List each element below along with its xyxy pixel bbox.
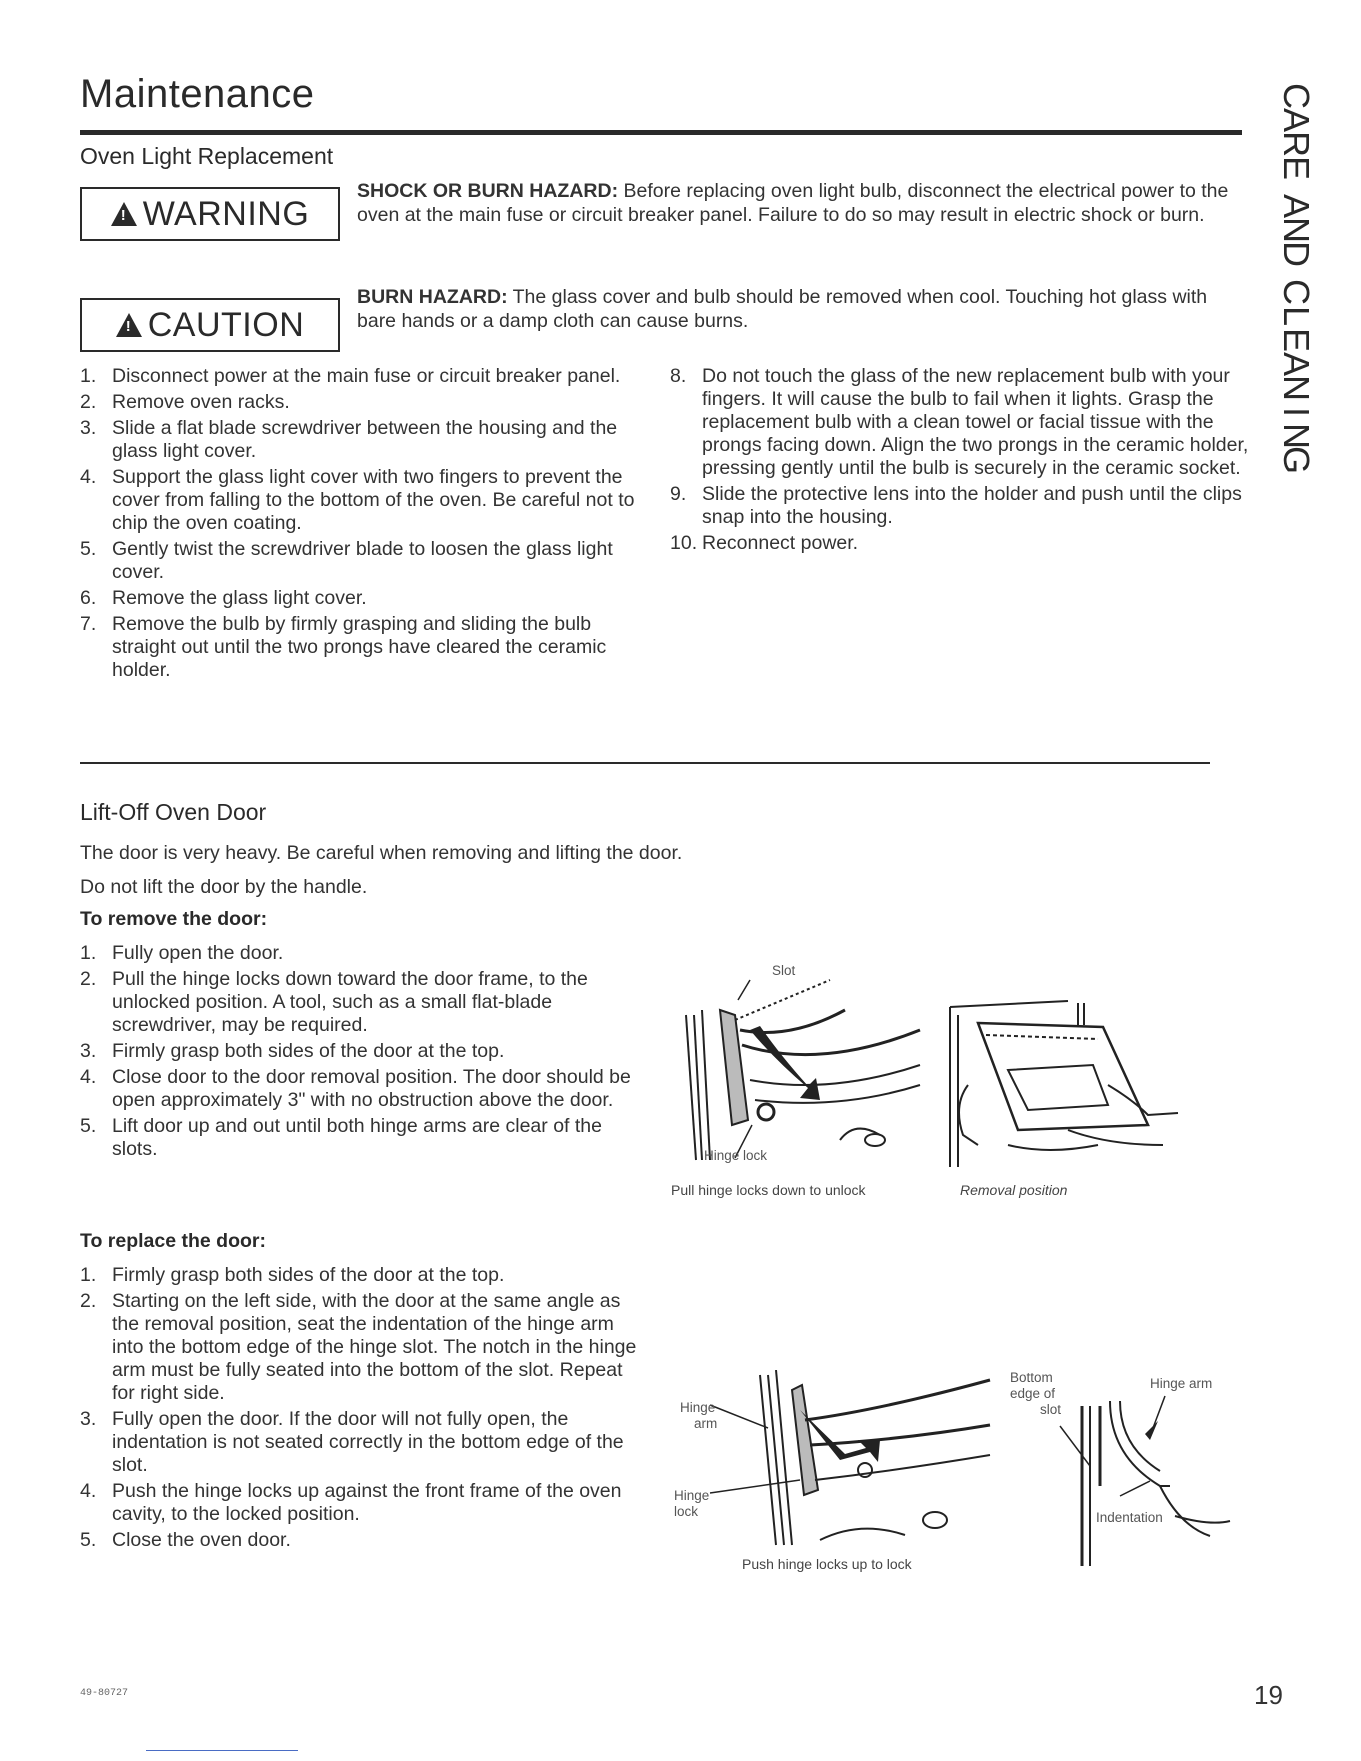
step-item	[80, 417, 650, 463]
step-number: 3.	[80, 1408, 97, 1430]
hinge-arm-label-2: Hinge arm	[1150, 1376, 1213, 1391]
caution-body: The glass cover and bulb should be removed when cool. Touching hot glass with bare hands or a damp cloth can cause burns.	[357, 286, 1208, 332]
side-tab-letter: E	[1275, 327, 1317, 353]
hinge-unlock-figure	[680, 960, 930, 1170]
side-tab-letter: C	[1276, 279, 1317, 305]
hinge-unlock-illustration	[680, 960, 930, 1170]
step-item	[80, 942, 650, 965]
unlock-caption: Pull hinge locks down to unlock	[671, 1182, 866, 1198]
removal-position-illustration	[948, 995, 1198, 1170]
step-text: Fully open the door.	[112, 942, 284, 964]
step-text: Starting on the left side, with the door at the same angle as the removal position, seat the indentation of the hinge arm into the bottom edge of the hinge slot. The notch in the hinge arm must be fully seated into the bottom of the slot. Repeat for right side.	[112, 1290, 637, 1404]
step-item	[80, 1040, 650, 1063]
step-text: Disconnect power at the main fuse or circuit breaker panel.	[112, 365, 621, 387]
section-side-tab	[1268, 83, 1324, 475]
step-item	[80, 1529, 650, 1552]
step-text: Do not touch the glass of the new replacement bulb with your fingers. It will cause the bulb to fail when it lights. Grasp the replacement bulb with a clean towel or facial tissue with the prongs facing down. Align the two prongs in the ceramic holder, pressing gently until the bulb is securely in the ceramic socket.	[702, 365, 1249, 479]
step-item	[80, 1290, 650, 1405]
caution-box	[80, 298, 340, 352]
bottom-link-line	[146, 1750, 298, 1751]
step-number: 3.	[80, 1040, 97, 1062]
step-number: 4.	[80, 1480, 97, 1502]
step-text: Lift door up and out until both hinge arms are clear of the slots.	[112, 1115, 602, 1160]
side-tab-letter: L	[1276, 305, 1317, 327]
lift-off-intro-1: The door is very heavy. Be careful when removing and lifting the door.	[80, 842, 683, 864]
step-item	[80, 391, 650, 414]
side-tab-letter: R	[1276, 131, 1317, 157]
oven-light-steps-right	[670, 365, 1250, 558]
side-tab-letter: A	[1275, 107, 1317, 133]
step-text: Slide the protective lens into the holder and push until the clips snap into the housing.	[702, 483, 1242, 528]
hinge-lock-label: Hinge lock	[704, 1148, 768, 1163]
step-number: 5.	[80, 1115, 97, 1137]
step-number: 5.	[80, 1529, 97, 1551]
step-item	[670, 365, 1250, 480]
step-item	[80, 1408, 650, 1477]
replace-door-steps	[80, 1264, 650, 1555]
warning-text	[357, 179, 1242, 227]
step-number: 6.	[80, 587, 97, 609]
lift-off-intro-2: Do not lift the door by the handle.	[80, 876, 368, 898]
step-number: 1.	[80, 942, 97, 964]
step-item	[80, 1264, 650, 1287]
hinge-lock-label-2: Hinge lock	[674, 1488, 710, 1519]
step-text: Slide a flat blade screwdriver between the housing and the glass light cover.	[112, 417, 618, 462]
title-rule	[80, 130, 1242, 135]
remove-door-steps	[80, 942, 650, 1164]
step-number: 4.	[80, 1066, 97, 1088]
step-item	[80, 1115, 650, 1161]
step-item	[670, 483, 1250, 529]
lock-caption: Push hinge locks up to lock	[742, 1556, 912, 1572]
side-tab-letter: N	[1276, 217, 1317, 243]
page-title: Maintenance	[80, 72, 315, 116]
step-item	[80, 365, 650, 388]
warning-label: WARNING	[142, 194, 310, 233]
oven-light-heading: Oven Light Replacement	[80, 143, 334, 169]
side-tab-letter: C	[1276, 83, 1317, 109]
indentation-label: Indentation	[1096, 1510, 1163, 1525]
step-item	[80, 1066, 650, 1112]
oven-light-steps-left	[80, 365, 650, 685]
side-tab-letter: A	[1275, 193, 1317, 219]
step-number: 10.	[670, 532, 698, 554]
step-text: Close the oven door.	[112, 1529, 291, 1551]
step-text: Firmly grasp both sides of the door at the top.	[112, 1264, 505, 1286]
step-text: Support the glass light cover with two fingers to prevent the cover from falling to the bottom of the oven. Be careful not to chip the oven coating.	[112, 466, 635, 534]
step-item	[80, 968, 650, 1037]
step-text: Gently twist the screwdriver blade to loosen the glass light cover.	[112, 538, 613, 583]
side-tab-letter: D	[1276, 241, 1317, 267]
remove-door-heading: To remove the door:	[80, 908, 268, 930]
warning-triangle-icon	[111, 202, 137, 226]
slot-label: Slot	[772, 963, 796, 978]
side-tab-letter: I	[1275, 406, 1317, 418]
side-tab-letter: N	[1276, 423, 1317, 449]
step-item	[80, 1480, 650, 1526]
step-number: 2.	[80, 391, 97, 413]
step-text: Firmly grasp both sides of the door at the top.	[112, 1040, 505, 1062]
step-item	[670, 532, 1250, 555]
step-text: Reconnect power.	[702, 532, 859, 554]
caution-text	[357, 285, 1242, 333]
step-number: 7.	[80, 613, 97, 635]
step-text: Remove the glass light cover.	[112, 587, 367, 609]
page-number: 19	[1254, 1680, 1283, 1710]
removal-position-figure	[948, 995, 1198, 1170]
step-number: 1.	[80, 1264, 97, 1286]
hinge-arm-label: Hinge arm	[680, 1400, 718, 1431]
step-item	[80, 613, 650, 682]
side-tab-letter: N	[1276, 375, 1317, 401]
step-number: 2.	[80, 1290, 97, 1312]
step-item	[80, 538, 650, 584]
bottom-edge-label: Bottom edge of slot	[1010, 1370, 1062, 1417]
step-text: Remove the bulb by firmly grasping and sliding the bulb straight out until the two prongs have cleared the ceramic holder.	[112, 613, 607, 681]
side-tab-letter: G	[1275, 445, 1317, 475]
step-text: Remove oven racks.	[112, 391, 290, 413]
step-number: 3.	[80, 417, 97, 439]
step-item	[80, 466, 650, 535]
hinge-lock-figure	[674, 1370, 1010, 1550]
caution-triangle-icon	[116, 313, 142, 337]
section-divider	[80, 762, 1210, 764]
step-number: 8.	[670, 365, 687, 387]
warning-body: Before replacing oven light bulb, disconnect the electrical power to the oven at the main fuse or circuit breaker panel. Failure to do so may result in electric shock or burn.	[357, 180, 1229, 226]
step-number: 1.	[80, 365, 97, 387]
step-item	[80, 587, 650, 610]
warning-box	[80, 187, 340, 241]
side-tab-letter: A	[1275, 351, 1317, 377]
step-number: 2.	[80, 968, 97, 990]
side-tab-letter: E	[1275, 155, 1317, 181]
replace-door-heading: To replace the door:	[80, 1230, 266, 1252]
document-code: 49-80727	[80, 1688, 129, 1699]
hinge-lock-illustration	[680, 1370, 1010, 1550]
indentation-figure	[1010, 1370, 1240, 1566]
step-text: Fully open the door. If the door will not fully open, the indentation is not seated correctly in the bottom edge of the slot.	[112, 1408, 624, 1476]
removal-caption: Removal position	[960, 1182, 1068, 1198]
step-text: Close door to the door removal position. The door should be open approximately 3" with no obstruction above the door.	[112, 1066, 631, 1111]
step-number: 5.	[80, 538, 97, 560]
step-text: Push the hinge locks up against the front frame of the oven cavity, to the locked position.	[112, 1480, 622, 1525]
step-number: 9.	[670, 483, 687, 505]
step-number: 4.	[80, 466, 97, 488]
step-text: Pull the hinge locks down toward the door frame, to the unlocked position. A tool, such as a small flat-blade screwdriver, may be required.	[112, 968, 588, 1036]
caution-lead: BURN HAZARD:	[357, 286, 508, 308]
lift-off-heading: Lift-Off Oven Door	[80, 799, 267, 825]
caution-label: CAUTION	[147, 305, 305, 344]
warning-lead: SHOCK OR BURN HAZARD:	[357, 180, 619, 202]
